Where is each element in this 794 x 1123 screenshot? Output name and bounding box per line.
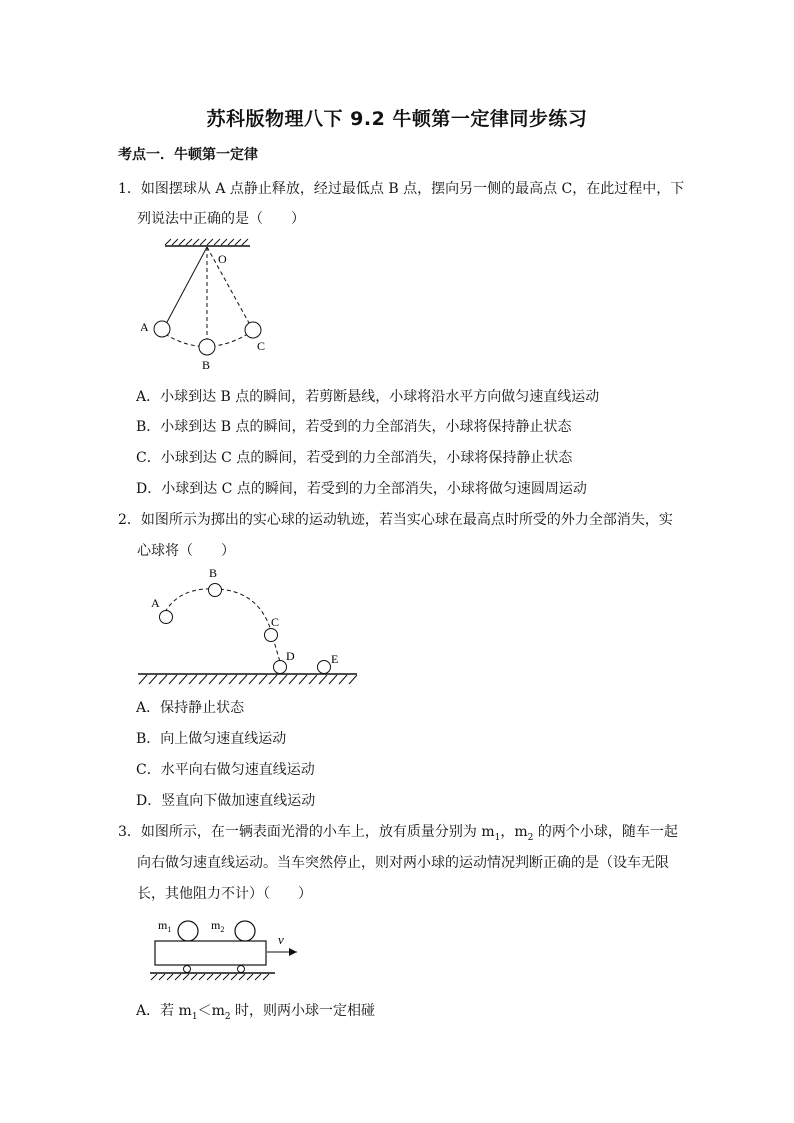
- string-to-a: [166, 247, 207, 324]
- q3-option-a-sub-2: 2: [224, 1011, 231, 1022]
- question-3-text-line-1: [118, 821, 678, 843]
- ground: [138, 674, 357, 684]
- track: [150, 973, 275, 980]
- question-3-option-a[interactable]: [136, 1000, 375, 1022]
- wheel-right: [238, 966, 245, 973]
- label-d: D: [286, 649, 295, 663]
- question-3-text-line-2: 向右做匀速直线运动。当车突然停止，则对两小球的运动情况判断正确的是（设车无限: [137, 855, 669, 871]
- ceiling-hatching: [165, 239, 250, 246]
- cart-body: [155, 941, 266, 965]
- q3-line1-part-a: 3．如图所示，在一辆表面光滑的小车上，放有质量分别为 m: [118, 824, 495, 840]
- ball-d: [274, 661, 287, 674]
- q3-line1-part-c: 的两个小球，随车一起: [533, 824, 678, 840]
- label-v: v: [278, 932, 284, 947]
- q3-option-a-post: 时，则两小球一定相碰: [230, 1003, 376, 1019]
- q3-line1-sub-2: 2: [527, 832, 534, 843]
- ball-b: [209, 584, 222, 597]
- ball-m2: [235, 921, 255, 941]
- question-1-option-c[interactable]: C．小球到达 C 点的瞬间，若受到的力全部消失，小球将保持静止状态: [136, 450, 573, 466]
- question-2-option-a[interactable]: A．保持静止状态: [136, 700, 245, 716]
- question-2-text-line-1: 2．如图所示为掷出的实心球的运动轨迹，若当实心球在最高点时所受的外力全部消失，实: [118, 512, 673, 528]
- q3-option-a-sub-1: 1: [191, 1011, 198, 1022]
- label-m2: $m_2$: [211, 918, 225, 934]
- ball-b: [199, 339, 215, 355]
- label-e: E: [331, 652, 339, 666]
- ball-c: [265, 629, 278, 642]
- ball-e: [318, 661, 331, 674]
- arrow-head-icon: [289, 948, 297, 956]
- wheel-left: [184, 966, 191, 973]
- section-heading: 考点一．牛顿第一定律: [118, 147, 258, 163]
- question-2-option-c[interactable]: C．水平向右做匀速直线运动: [136, 762, 315, 778]
- page-title: 苏科版物理八下 9.2 牛顿第一定律同步练习: [206, 108, 588, 130]
- question-2-text-line-2: 心球将（ ）: [137, 543, 235, 559]
- trajectory-diagram: [135, 562, 365, 688]
- question-1-option-d[interactable]: D．小球到达 C 点的瞬间，若受到的力全部消失，小球将做匀速圆周运动: [136, 481, 587, 497]
- label-b: B: [209, 566, 218, 580]
- ball-a: [160, 611, 173, 624]
- question-1-text-line-2: 列说法中正确的是（ ）: [137, 211, 305, 227]
- q3-line1-sub-1: 1: [494, 832, 501, 843]
- q3-line1-part-b: ，m: [500, 824, 528, 840]
- ball-m1: [178, 921, 198, 941]
- label-a: A: [140, 320, 149, 334]
- label-o: O: [218, 252, 227, 266]
- question-2-option-b[interactable]: B．向上做匀速直线运动: [136, 731, 287, 747]
- label-c: C: [271, 615, 280, 629]
- pendulum-diagram: [135, 236, 285, 372]
- question-3-text-line-3: 长，其他阻力不计）（ ）: [137, 886, 312, 902]
- q3-option-a-pre: A．若 m: [136, 1003, 192, 1019]
- label-m1: $m_1$: [158, 918, 172, 934]
- question-1-text-line-1: 1．如图摆球从 A 点静止释放，经过最低点 B 点，摆向另一侧的最高点 C，在此过程中，下: [118, 181, 685, 197]
- label-b: B: [202, 358, 211, 372]
- ball-c: [245, 322, 261, 338]
- trajectory-path: [165, 589, 281, 665]
- question-2-option-d[interactable]: D．竖直向下做加速直线运动: [136, 793, 316, 809]
- cart-diagram: [145, 910, 315, 985]
- question-1-option-a[interactable]: A．小球到达 B 点的瞬间，若剪断悬线，小球将沿水平方向做匀速直线运动: [136, 389, 600, 405]
- ball-a: [154, 321, 170, 337]
- question-1-option-b[interactable]: B．小球到达 B 点的瞬间，若受到的力全部消失，小球将保持静止状态: [136, 419, 572, 435]
- label-c: C: [257, 339, 266, 353]
- string-to-c: [207, 247, 249, 323]
- q3-option-a-mid: ＜m: [197, 1003, 225, 1019]
- label-a: A: [151, 596, 160, 610]
